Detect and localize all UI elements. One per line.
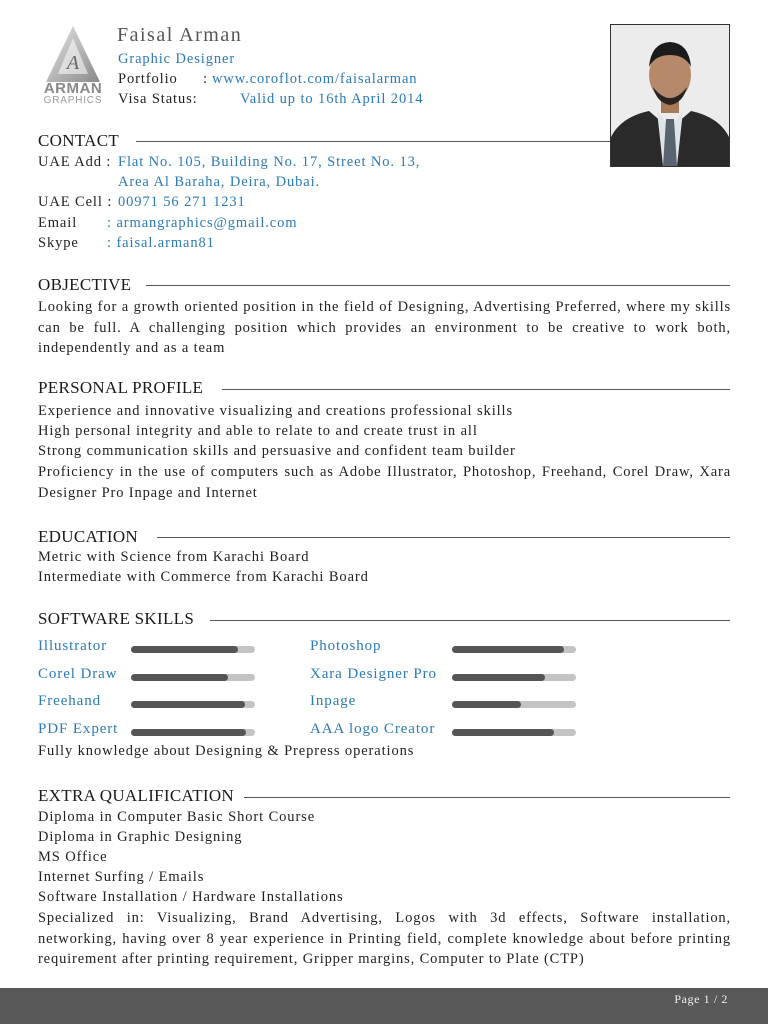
qualification-line-4: Internet Surfing / Emails [38, 869, 205, 885]
address-line-2: Area Al Baraha, Deira, Dubai. [118, 174, 321, 190]
logo-text-graphics: GRAPHICS [43, 95, 103, 106]
cell-label: UAE Cell : [38, 194, 113, 210]
skill-inpage-fill [452, 701, 521, 708]
arman-graphics-logo [40, 24, 106, 108]
job-title: Graphic Designer [118, 51, 236, 67]
skill-illustrator-label: Illustrator [38, 638, 108, 654]
software-skills-divider [210, 620, 730, 621]
qualification-line-3: MS Office [38, 849, 108, 865]
skill-xara-label: Xara Designer Pro [310, 666, 437, 682]
qualification-line-2: Diploma in Graphic Designing [38, 829, 243, 845]
cell-value[interactable]: 00971 56 271 1231 [118, 194, 246, 210]
profile-line-4: Proficiency in the use of computers such as Adobe Illustrator, Photoshop, Freehand, Corel Draw, Xara Designer Pro Inpage and Internet [38, 464, 731, 501]
skill-photoshop-bar [452, 646, 576, 653]
profile-line-1: Experience and innovative visualizing and creations professional skills [38, 403, 514, 419]
education-line-1: Metric with Science from Karachi Board [38, 549, 310, 565]
skill-illustrator-bar [131, 646, 255, 653]
skill-aaalogo-fill [452, 729, 554, 736]
svg-text:A: A [66, 52, 80, 74]
personal-profile-heading: PERSONAL PROFILE [38, 378, 204, 397]
address-line-1: Flat No. 105, Building No. 17, Street No. 13, [118, 154, 421, 170]
logo-text-arman: ARMAN [43, 80, 103, 97]
objective-heading: OBJECTIVE [38, 275, 132, 294]
person-name: Faisal Arman [117, 24, 243, 46]
skill-aaalogo-label: AAA logo Creator [310, 721, 436, 737]
skype-label: Skype [38, 235, 79, 251]
skill-inpage-label: Inpage [310, 693, 357, 709]
visa-label: Visa Status: [118, 91, 198, 107]
skill-photoshop-label: Photoshop [310, 638, 382, 654]
education-line-2: Intermediate with Commerce from Karachi Board [38, 569, 369, 585]
skill-xara-fill [452, 674, 545, 681]
profile-line-3: Strong communication skills and persuasive and confident team builder [38, 443, 516, 459]
software-skills-note: Fully knowledge about Designing & Prepress operations [38, 743, 415, 759]
email-link[interactable]: : armangraphics@gmail.com [107, 215, 298, 231]
skill-illustrator-fill [131, 646, 238, 653]
person-portrait-icon [611, 25, 729, 166]
qualification-line-5: Software Installation / Hardware Installations [38, 889, 344, 905]
skill-inpage-bar [452, 701, 576, 708]
portfolio-separator: : [203, 71, 208, 87]
extra-qualification-divider [244, 797, 730, 798]
profile-line-2: High personal integrity and able to relate to and create trust in all [38, 423, 478, 439]
contact-divider [136, 141, 610, 142]
skype-value[interactable]: : faisal.arman81 [107, 235, 215, 251]
portfolio-label: Portfolio [118, 71, 178, 87]
page-number: Page 1 / 2 [674, 992, 728, 1006]
profile-photo [610, 24, 730, 167]
personal-profile-divider [222, 389, 730, 390]
visa-value: Valid up to 16th April 2014 [240, 91, 424, 107]
skill-freehand-label: Freehand [38, 693, 102, 709]
page-footer [0, 988, 768, 1024]
skill-coreldraw-bar [131, 674, 255, 681]
skill-coreldraw-fill [131, 674, 228, 681]
objective-divider [146, 285, 730, 286]
portfolio-link[interactable]: www.coroflot.com/faisalarman [212, 71, 418, 87]
objective-text: Looking for a growth oriented position in the field of Designing, Advertising Preferred, where my skills can be full. A challenging position which provides an environment to be creative to work both, independently and as a team [38, 299, 731, 356]
skill-pdfexpert-label: PDF Expert [38, 721, 119, 737]
skill-pdfexpert-fill [131, 729, 246, 736]
qualification-line-1: Diploma in Computer Basic Short Course [38, 809, 316, 825]
skill-freehand-fill [131, 701, 245, 708]
extra-qualification-heading: EXTRA QUALIFICATION [38, 786, 234, 805]
skill-xara-bar [452, 674, 576, 681]
qualification-line-6: Specialized in: Visualizing, Brand Advertising, Logos with 3d effects, Software installation, networking, having over 8 year experience in Printing field, complete knowledge about before printing requirement after printing requirement, Gripper margins, Computer to Plate (CTP) [38, 910, 731, 967]
skill-photoshop-fill [452, 646, 564, 653]
skill-pdfexpert-bar [131, 729, 255, 736]
email-label: Email [38, 215, 78, 231]
skill-freehand-bar [131, 701, 255, 708]
contact-heading: CONTACT [38, 131, 120, 150]
skill-aaalogo-bar [452, 729, 576, 736]
software-skills-heading: SOFTWARE SKILLS [38, 609, 195, 628]
education-divider [157, 537, 730, 538]
education-heading: EDUCATION [38, 527, 138, 546]
skill-coreldraw-label: Corel Draw [38, 666, 118, 682]
address-label: UAE Add : [38, 154, 112, 170]
